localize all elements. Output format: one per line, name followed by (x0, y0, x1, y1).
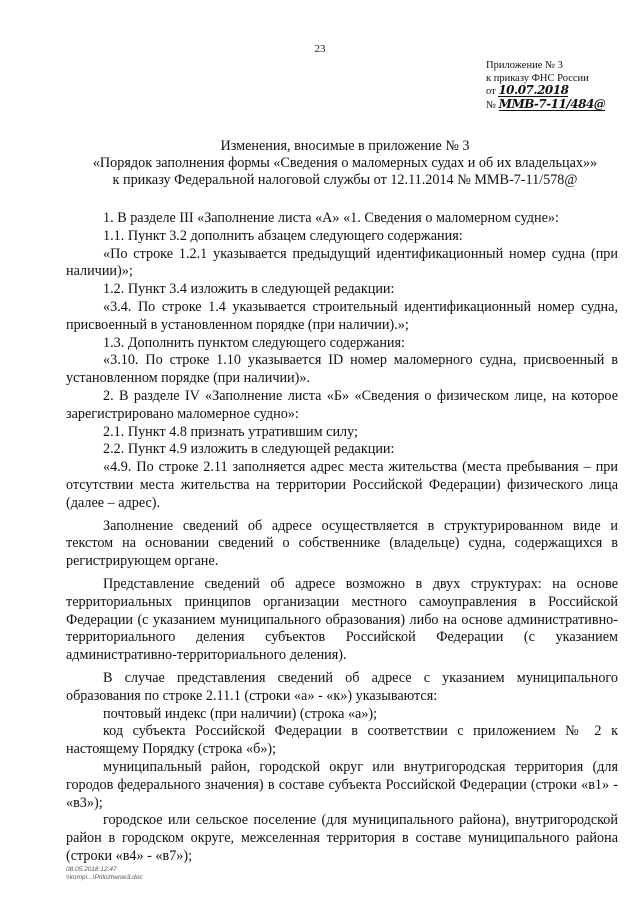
paragraph: 2.1. Пункт 4.8 признать утратившим силу; (103, 423, 358, 440)
page-number: 23 (314, 43, 326, 55)
attachment-date-value: 10.07.2018 (498, 83, 569, 97)
paragraph: 2.2. Пункт 4.9 изложить в следующей редакции: (103, 441, 395, 458)
paragraph: 2. В разделе IV «Заполнение листа «Б» «Сведения о физическом лице, на которое зарегистрировано маломерное судно»: (66, 387, 618, 422)
attachment-number-value: ММВ-7-11/484@ (498, 96, 606, 111)
paragraph: «3.10. По строке 1.10 указывается ID номер маломерного судна, присвоенный в установленном порядке (при наличии)». (66, 352, 618, 387)
footer-file-path: \\komp\...\Prilozhenie3.doc (66, 874, 143, 881)
paragraph: Представление сведений об адресе возможно в двух структурах: на основе территориальных принципов организации местного самоуправления в Российской Федерации (с указанием муниципального образования) либо на основе административно-территориального деления субъектов Российской Федерации (с указанием административно-территориального деления). (66, 575, 618, 664)
attachment-header (486, 60, 605, 112)
attachment-number (486, 96, 606, 113)
title-line-3: к приказу Федеральной налоговой службы от 12.11.2014 № ММВ-7-11/578@ (112, 172, 578, 188)
paragraph: 1.3. Дополнить пунктом следующего содержания: (103, 334, 405, 351)
paragraph: «3.4. По строке 1.4 указывается строительный идентификационный номер судна, присвоенный в установленном порядке (при наличии).»; (66, 298, 618, 333)
document-title (60, 138, 630, 189)
paragraph: муниципальный район, городской округ или внутригородская территория (для городов федерального значения) в составе субъекта Российской Федерации (строки «в1» - «в3»); (66, 758, 618, 811)
attachment-line-1: Приложение № 3 (486, 60, 563, 71)
paragraph: Заполнение сведений об адресе осуществляется в структурированном виде и текстом на основании сведений о собственнике (владельце) судна, содержащихся в регистрирующем органе. (66, 517, 618, 570)
title-line-1: Изменения, вносимые в приложение № 3 (220, 138, 470, 154)
paragraph: код субъекта Российской Федерации в соответствии с приложением № 2 к настоящему Порядку (строка «б»); (66, 723, 618, 758)
document-body (66, 210, 618, 866)
attachment-number-prefix: № (486, 99, 497, 111)
paragraph: 1.1. Пункт 3.2 дополнить абзацем следующего содержания: (103, 227, 463, 244)
paragraph: В случае представления сведений об адресе с указанием муниципального образования по строке 2.11.1 (строки «а» - «к») указываются: (66, 669, 618, 704)
footer-timestamp: 08.05.2018 12:47 (66, 866, 117, 873)
attachment-line-2: к приказу ФНС России (486, 72, 589, 84)
title-line-2: «Порядок заполнения формы «Сведения о маломерных судах и об их владельцах»» (92, 155, 598, 171)
paragraph: почтовый индекс (при наличии) (строка «а»); (103, 705, 378, 722)
paragraph: «4.9. По строке 2.11 заполняется адрес места жительства (места пребывания – при отсутствии места жительства на территории Российской Федерации) физического лица (далее – адрес). (66, 459, 618, 511)
attachment-date-prefix: от (486, 86, 496, 97)
print-footer (66, 866, 143, 882)
paragraph: городское или сельское поселение (для муниципального района), внутригородской район в городском округе, межселенная территория в составе муниципального района (строки «в4» - «в7»); (66, 812, 618, 864)
paragraph: 1.2. Пункт 3.4 изложить в следующей редакции: (103, 281, 395, 298)
paragraph: 1. В разделе III «Заполнение листа «А» «1. Сведения о маломерном судне»: (103, 210, 559, 226)
paragraph: «По строке 1.2.1 указывается предыдущий идентификационный номер судна (при наличии)»; (66, 245, 618, 280)
